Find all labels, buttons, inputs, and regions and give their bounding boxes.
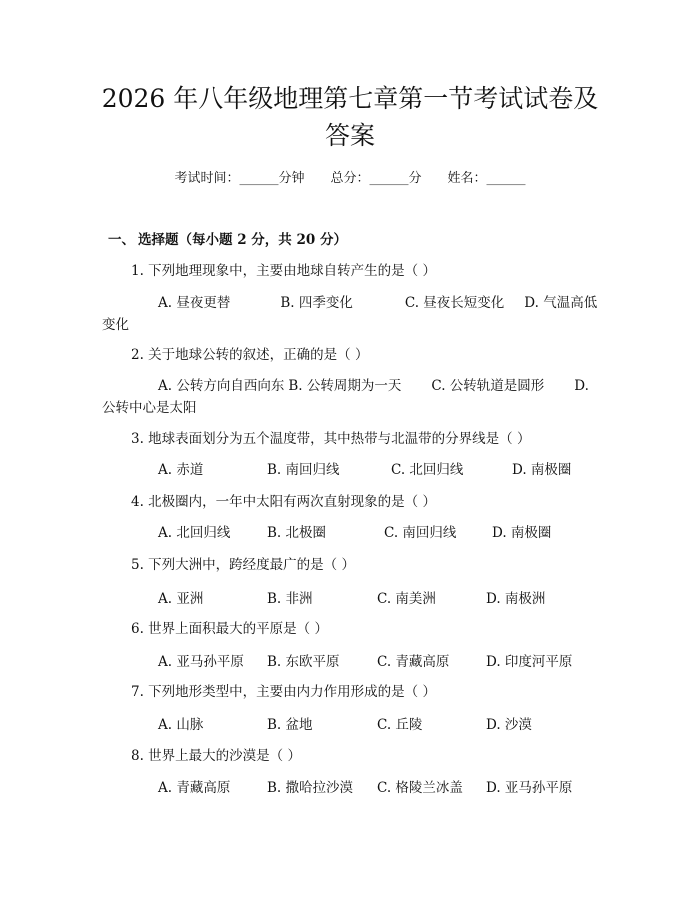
page-title (60, 80, 640, 154)
option-a: A. 公转方向自西向东 (158, 378, 285, 394)
option-b: B. 盆地 (267, 717, 313, 733)
option-c: C. 北回归线 (391, 462, 464, 478)
option-d: D. 气温高低变化 (102, 295, 598, 333)
option-c: C. 南回归线 (384, 525, 457, 541)
question-stem: 8. 世界上最大的沙漠是（ ） (131, 748, 301, 764)
title-line-1: 2026 年八年级地理第七章第一节考试试卷及 (101, 84, 599, 113)
option-d: D. 沙漠 (486, 717, 532, 733)
option-a: A. 赤道 (158, 462, 204, 478)
question-stem: 6. 世界上面积最大的平原是（ ） (131, 621, 328, 637)
option-b: B. 四季变化 (280, 295, 353, 311)
question-stem: 5. 下列大洲中，跨经度最广的是（ ） (131, 557, 355, 573)
option-a: A. 山脉 (158, 717, 204, 733)
option-d: D. 亚马孙平原 (486, 780, 573, 796)
section-title: 选择题（每小题 2 分，共 20 分） (138, 232, 347, 248)
option-a: A. 昼夜更替 (158, 295, 231, 311)
question-options (102, 588, 602, 610)
option-d: D. 南极洲 (486, 591, 546, 607)
option-a: A. 亚洲 (158, 591, 204, 607)
question-options (102, 292, 602, 336)
exam-meta (0, 170, 700, 188)
option-d: D. 印度河平原 (486, 654, 573, 670)
option-b: B. 公转周期为一天 (288, 378, 402, 394)
question-stem: 7. 下列地形类型中，主要由内力作用形成的是（ ） (131, 684, 436, 700)
section-number: 一、 (108, 232, 135, 248)
option-b: B. 东欧平原 (267, 654, 340, 670)
option-c: C. 公转轨道是圆形 (431, 378, 545, 394)
option-b: B. 非洲 (267, 591, 313, 607)
option-c: C. 格陵兰冰盖 (377, 780, 463, 796)
question-stem: 4. 北极圈内，一年中太阳有两次直射现象的是（ ） (131, 494, 436, 510)
option-a: A. 北回归线 (158, 525, 231, 541)
option-b: B. 撒哈拉沙漠 (267, 780, 354, 796)
question-options (102, 777, 602, 799)
question-stem: 3. 地球表面划分为五个温度带，其中热带与北温带的分界线是（ ） (131, 431, 531, 447)
question-options (102, 459, 602, 481)
option-c: C. 青藏高原 (377, 654, 450, 670)
section-heading (108, 231, 347, 249)
student-name-field: 姓名：______ (447, 171, 526, 186)
option-b: B. 北极圈 (267, 525, 327, 541)
option-c: C. 丘陵 (377, 717, 423, 733)
question-options (102, 522, 602, 544)
option-a: A. 青藏高原 (158, 780, 231, 796)
option-b: B. 南回归线 (267, 462, 340, 478)
question-options (102, 375, 602, 419)
title-line-2: 答案 (324, 121, 375, 150)
option-d: D. 公转中心是太阳 (102, 378, 589, 416)
question-options (102, 651, 602, 673)
question-options (102, 714, 602, 736)
exam-time-field: 考试时间：______分钟 (174, 171, 305, 186)
option-c: C. 南美洲 (377, 591, 436, 607)
option-c: C. 昼夜长短变化 (404, 295, 505, 311)
total-score-field: 总分：______分 (330, 171, 422, 186)
question-stem: 2. 关于地球公转的叙述，正确的是（ ） (131, 347, 369, 363)
option-d: D. 南极圈 (512, 462, 572, 478)
option-a: A. 亚马孙平原 (158, 654, 244, 670)
option-d: D. 南极圈 (492, 525, 552, 541)
question-stem: 1. 下列地理现象中，主要由地球自转产生的是（ ） (131, 263, 436, 279)
